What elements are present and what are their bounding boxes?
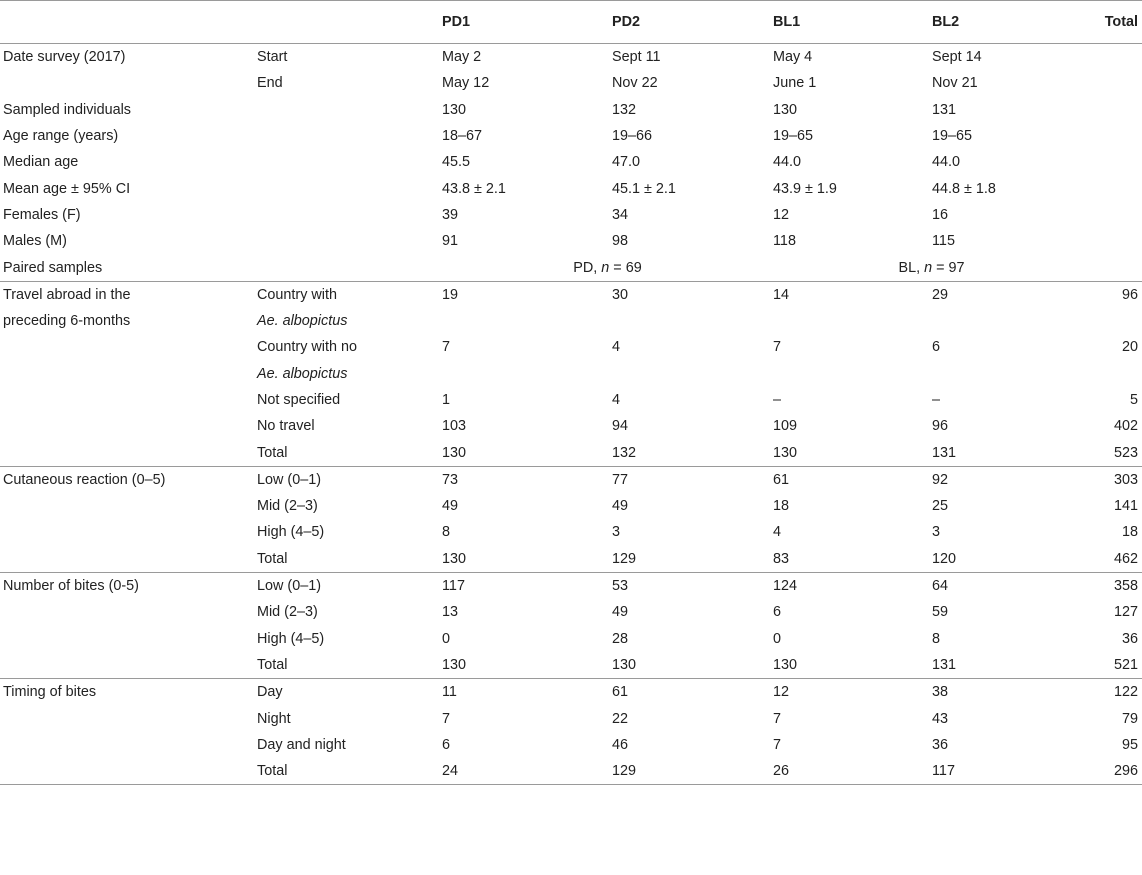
table-row	[0, 732, 1142, 758]
table-row	[0, 149, 1142, 175]
sub-label: Mid (2–3)	[257, 498, 318, 515]
cell: Nov 22	[612, 75, 658, 92]
cell: 6	[932, 339, 941, 356]
header-total: Total	[1090, 1, 1142, 44]
sub-label: End	[257, 75, 283, 92]
cell: 64	[932, 578, 949, 595]
cell: 129	[612, 758, 773, 785]
cell	[932, 361, 1090, 387]
table-row	[0, 493, 1142, 519]
cell: 49	[612, 498, 629, 515]
row-label: Travel abroad in the	[3, 286, 131, 303]
cell-total	[1090, 97, 1142, 123]
cell: 4	[773, 524, 782, 541]
cell: 130	[773, 439, 932, 466]
sub-label: Total	[257, 546, 442, 573]
header-blank-2	[257, 1, 442, 44]
header-blank-1	[0, 1, 257, 44]
cell	[612, 308, 773, 334]
cell: Sept 11	[612, 49, 661, 66]
cell-total	[1090, 308, 1142, 334]
sub-label: High (4–5)	[257, 524, 325, 541]
cell-total: 5	[1129, 392, 1138, 408]
table-row	[0, 334, 1142, 360]
cell-total: 18	[1121, 524, 1138, 541]
table-row	[0, 546, 1142, 573]
cell	[773, 361, 932, 387]
row-label	[0, 519, 257, 545]
cell: 132	[612, 439, 773, 466]
cell: 43.8 ± 2.1	[442, 180, 506, 197]
cell: 61	[612, 684, 629, 701]
cell: 36	[932, 736, 949, 753]
cell: 34	[612, 206, 629, 223]
cell: May 12	[442, 75, 490, 92]
cell: –	[932, 392, 941, 408]
cell: 28	[612, 630, 629, 647]
row-label: Sampled individuals	[3, 101, 131, 118]
cell: 77	[612, 471, 629, 488]
cell-total: 20	[1121, 339, 1138, 356]
sub-label	[257, 149, 442, 175]
cell: 19	[442, 286, 459, 303]
row-label	[0, 546, 257, 573]
cell: 25	[932, 498, 949, 515]
table-row	[0, 228, 1142, 254]
cell: 44.0	[773, 154, 802, 171]
cell: 12	[773, 206, 790, 223]
header-row	[0, 1, 1142, 44]
cell: 131	[932, 101, 957, 118]
cell: 96	[932, 418, 949, 435]
cell: 59	[932, 604, 949, 621]
paired-pd-cell	[442, 254, 773, 281]
table-row	[0, 652, 1142, 679]
cell: 61	[773, 471, 790, 488]
table-row	[0, 599, 1142, 625]
cell-total	[1090, 149, 1142, 175]
row-label: Median age	[3, 154, 79, 171]
cell: 30	[612, 286, 629, 303]
table-row	[0, 361, 1142, 387]
cell-total: 96	[1121, 286, 1138, 303]
table-row	[0, 758, 1142, 785]
sub-label: Day	[257, 684, 283, 701]
cell: 117	[932, 758, 1090, 785]
sub-label: Day and night	[257, 736, 346, 753]
cell: May 4	[773, 49, 813, 66]
cell: 118	[773, 233, 796, 250]
cell: 103	[442, 418, 467, 435]
table-row	[0, 254, 1142, 281]
header-bl2: BL2	[932, 1, 1090, 44]
cell: 130	[773, 652, 932, 679]
row-label	[0, 413, 257, 439]
cell: May 2	[442, 49, 482, 66]
row-label	[0, 705, 257, 731]
header-pd1: PD1	[442, 1, 612, 44]
sub-label	[257, 228, 442, 254]
cell: 49	[442, 498, 459, 515]
cell: 19–66	[612, 128, 653, 145]
cell-total: 95	[1121, 736, 1138, 753]
sub-label: Night	[257, 710, 291, 727]
cell: 43	[932, 710, 949, 727]
cell: 38	[932, 684, 949, 701]
table-row	[0, 44, 1142, 71]
row-label: Age range (years)	[3, 128, 119, 145]
cell: 131	[932, 439, 1090, 466]
sub-label: High (4–5)	[257, 630, 325, 647]
cell: 130	[612, 652, 773, 679]
cell: 91	[442, 233, 459, 250]
cell: 53	[612, 578, 629, 595]
table-row	[0, 519, 1142, 545]
cell-total: 127	[1113, 604, 1138, 621]
cell: 26	[773, 758, 932, 785]
sub-label: No travel	[257, 418, 315, 435]
row-label	[0, 334, 257, 360]
row-label	[0, 387, 257, 413]
sub-label: Low (0–1)	[257, 578, 321, 595]
sub-label	[257, 254, 442, 281]
table-row	[0, 70, 1142, 96]
table-row	[0, 175, 1142, 201]
cell-total: 36	[1121, 630, 1138, 647]
cell: 0	[773, 630, 782, 647]
cell-total: 303	[1113, 471, 1138, 488]
cell: 47.0	[612, 154, 641, 171]
cell: 13	[442, 604, 459, 621]
cell: 1	[442, 392, 451, 408]
cell-total: 521	[1090, 652, 1142, 679]
cell-total: 79	[1121, 710, 1138, 727]
cell: 92	[932, 471, 949, 488]
row-label	[0, 758, 257, 785]
row-label	[0, 732, 257, 758]
cell: 19–65	[773, 128, 814, 145]
cell	[773, 308, 932, 334]
row-label	[0, 70, 257, 96]
cell: 4	[612, 392, 621, 408]
cell-total	[1090, 361, 1142, 387]
cell	[442, 361, 612, 387]
sub-label: Ae. albopictus	[257, 313, 348, 330]
sub-label: Country with	[257, 286, 337, 303]
table-row	[0, 705, 1142, 731]
cell: 109	[773, 418, 798, 435]
cell: 132	[612, 101, 637, 118]
cell: 129	[612, 546, 773, 573]
cell-total: 523	[1090, 439, 1142, 466]
cell: 22	[612, 710, 629, 727]
timing-section	[0, 679, 1142, 785]
sub-label	[257, 97, 442, 123]
cell: Sept 14	[932, 49, 982, 66]
cell: 3	[612, 524, 621, 541]
cell: 39	[442, 206, 459, 223]
cell-total	[1090, 123, 1142, 149]
paired-pd-prefix: PD,	[573, 259, 602, 276]
row-label: Mean age ± 95% CI	[3, 180, 131, 197]
cell	[612, 361, 773, 387]
cell: June 1	[773, 75, 817, 92]
sub-label	[257, 175, 442, 201]
cell: 0	[442, 630, 451, 647]
cell: 73	[442, 471, 459, 488]
sub-label	[257, 202, 442, 228]
table-row	[0, 308, 1142, 334]
table-row	[0, 97, 1142, 123]
cell: 7	[773, 736, 782, 753]
cell: 44.0	[932, 154, 961, 171]
cell-total	[1090, 70, 1142, 96]
row-label: preceding 6-months	[3, 313, 131, 330]
header-bl1: BL1	[773, 1, 932, 44]
table-row	[0, 572, 1142, 599]
cell: 7	[773, 710, 782, 727]
cell: 131	[932, 652, 1090, 679]
sub-label: Total	[257, 652, 442, 679]
cell: Nov 21	[932, 75, 978, 92]
cell: 19–65	[932, 128, 973, 145]
paired-bl-prefix: BL,	[898, 259, 925, 276]
cell: 44.8 ± 1.8	[932, 180, 996, 197]
cell: 8	[442, 524, 451, 541]
table-row	[0, 466, 1142, 493]
cell-total: 296	[1090, 758, 1142, 785]
bites-section	[0, 572, 1142, 678]
sub-label: Total	[257, 439, 442, 466]
cell: 7	[773, 339, 782, 356]
sub-label: Total	[257, 758, 442, 785]
row-label	[0, 361, 257, 387]
row-label: Timing of bites	[3, 684, 97, 701]
cell: 6	[442, 736, 451, 753]
cell-total	[1090, 175, 1142, 201]
row-label: Paired samples	[0, 254, 257, 281]
sub-label	[257, 123, 442, 149]
row-label: Number of bites (0-5)	[3, 578, 139, 595]
cell-total	[1090, 228, 1142, 254]
cell: 7	[442, 710, 451, 727]
cell-total: 141	[1113, 498, 1138, 515]
cell: 43.9 ± 1.9	[773, 180, 837, 197]
cell: 14	[773, 286, 790, 303]
cell	[442, 308, 612, 334]
cell-total: 122	[1113, 684, 1138, 701]
paired-pd-n: n	[601, 259, 610, 276]
sub-label: Not specified	[257, 392, 341, 408]
table-row	[0, 679, 1142, 706]
cell: 4	[612, 339, 621, 356]
cell: 18–67	[442, 128, 483, 145]
table-row	[0, 387, 1142, 413]
table-row	[0, 439, 1142, 466]
cell: 29	[932, 286, 949, 303]
cell: 12	[773, 684, 790, 701]
cell: 16	[932, 206, 949, 223]
row-label	[0, 493, 257, 519]
cell-total: 358	[1113, 578, 1138, 595]
cell: 94	[612, 418, 629, 435]
travel-section	[0, 281, 1142, 466]
cell: 115	[932, 233, 955, 250]
table-row	[0, 281, 1142, 308]
row-label: Females (F)	[3, 206, 81, 223]
cell: 49	[612, 604, 629, 621]
sub-label: Ae. albopictus	[257, 365, 348, 382]
paired-bl-n: n	[924, 259, 933, 276]
cell: 130	[773, 101, 798, 118]
cell: 18	[773, 498, 790, 515]
sub-label: Country with no	[257, 339, 357, 356]
paired-bl-value: = 97	[932, 259, 965, 276]
table-row	[0, 413, 1142, 439]
cell: 7	[442, 339, 451, 356]
cell-total	[1090, 254, 1142, 281]
cell: 130	[442, 652, 612, 679]
cell: 98	[612, 233, 629, 250]
table-row	[0, 123, 1142, 149]
cell: 130	[442, 439, 612, 466]
paired-bl-cell	[773, 254, 1090, 281]
header-pd2: PD2	[612, 1, 773, 44]
cell: 8	[932, 630, 941, 647]
cell: 130	[442, 546, 612, 573]
cell: 117	[442, 578, 465, 595]
cell: 6	[773, 604, 782, 621]
paired-pd-value: = 69	[609, 259, 642, 276]
cell: 120	[932, 546, 1090, 573]
table-row	[0, 202, 1142, 228]
demographics-section	[0, 44, 1142, 282]
cell: –	[773, 392, 782, 408]
cell: 3	[932, 524, 941, 541]
sub-label: Start	[257, 49, 288, 66]
cell: 83	[773, 546, 932, 573]
cell: 24	[442, 758, 612, 785]
cell-total: 402	[1113, 418, 1138, 435]
table-row	[0, 626, 1142, 652]
cell: 45.5	[442, 154, 471, 171]
cell-total	[1090, 44, 1142, 71]
row-label: Cutaneous reaction (0–5)	[3, 471, 166, 488]
row-label	[0, 439, 257, 466]
table-header	[0, 1, 1142, 44]
cell: 45.1 ± 2.1	[612, 180, 676, 197]
cutaneous-section	[0, 466, 1142, 572]
row-label: Date survey (2017)	[3, 49, 126, 66]
cell: 124	[773, 578, 798, 595]
cell-total: 462	[1090, 546, 1142, 573]
cell: 130	[442, 101, 467, 118]
cell	[932, 308, 1090, 334]
row-label	[0, 652, 257, 679]
cell: 46	[612, 736, 629, 753]
row-label: Males (M)	[3, 233, 67, 250]
row-label	[0, 599, 257, 625]
sub-label: Low (0–1)	[257, 471, 321, 488]
row-label	[0, 626, 257, 652]
cell: 11	[442, 684, 457, 701]
cell-total	[1090, 202, 1142, 228]
sub-label: Mid (2–3)	[257, 604, 318, 621]
